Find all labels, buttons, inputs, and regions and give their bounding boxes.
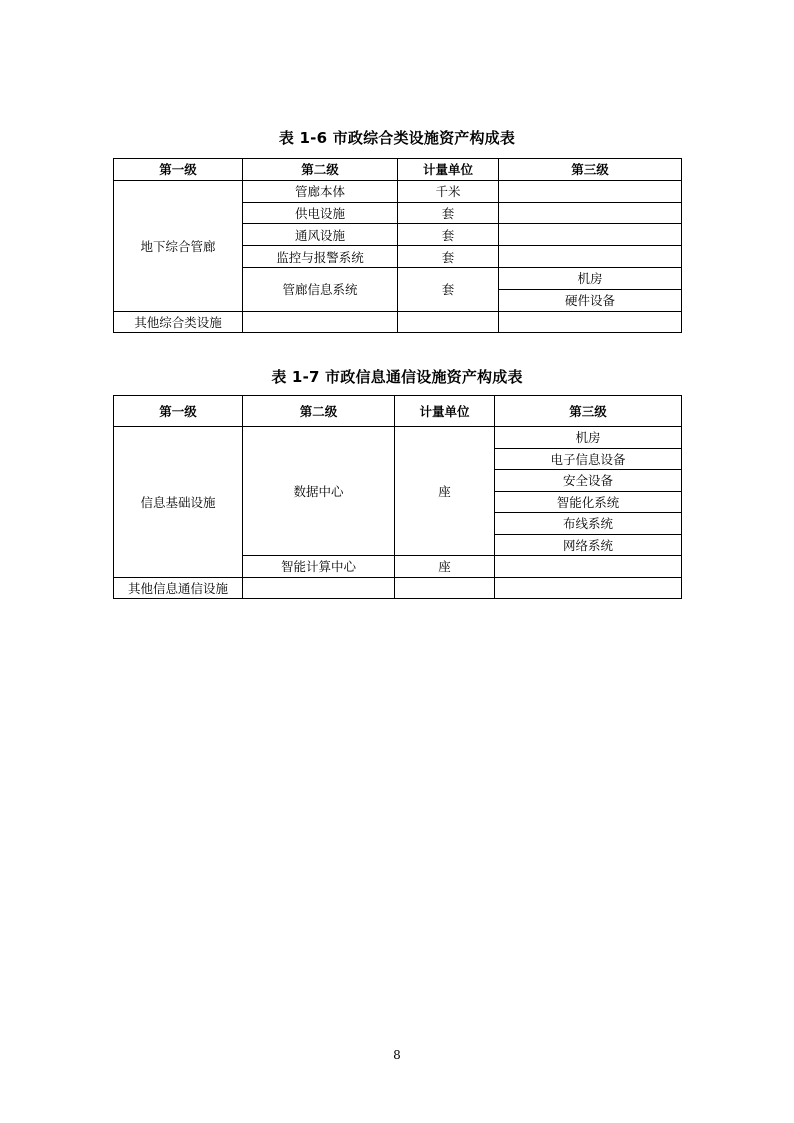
header-unit: 计量单位 xyxy=(395,396,495,427)
level3-cell: 网络系统 xyxy=(495,534,682,556)
unit-cell xyxy=(395,577,495,599)
level2-cell xyxy=(243,311,398,333)
level2-cell xyxy=(243,577,395,599)
unit-cell: 套 xyxy=(398,224,499,246)
municipal-info-comm-facilities-table xyxy=(113,395,682,599)
level3-cell xyxy=(499,202,682,224)
header-level3: 第三级 xyxy=(495,396,682,427)
page-number: 8 xyxy=(393,1048,401,1062)
table-row xyxy=(114,180,682,202)
unit-cell: 套 xyxy=(398,246,499,268)
header-level1: 第一级 xyxy=(114,396,243,427)
unit-cell: 套 xyxy=(398,202,499,224)
unit-cell: 座 xyxy=(395,427,495,556)
table-1-6-caption: 表 1-6 市政综合类设施资产构成表 xyxy=(278,129,516,147)
table-header-row xyxy=(114,396,682,427)
level3-cell xyxy=(495,577,682,599)
unit-cell: 套 xyxy=(398,267,499,311)
level3-cell: 机房 xyxy=(495,427,682,449)
level3-cell: 硬件设备 xyxy=(499,289,682,311)
header-unit: 计量单位 xyxy=(398,159,499,181)
level3-cell: 机房 xyxy=(499,267,682,289)
level2-cell: 管廊信息系统 xyxy=(243,267,398,311)
level1-cell: 地下综合管廊 xyxy=(114,180,243,311)
level3-cell: 安全设备 xyxy=(495,470,682,492)
header-level1: 第一级 xyxy=(114,159,243,181)
table-row xyxy=(114,311,682,333)
unit-cell: 座 xyxy=(395,556,495,578)
level3-cell xyxy=(499,246,682,268)
table-row xyxy=(114,577,682,599)
unit-cell xyxy=(398,311,499,333)
level2-cell: 智能计算中心 xyxy=(243,556,395,578)
header-level3: 第三级 xyxy=(499,159,682,181)
level2-cell: 数据中心 xyxy=(243,427,395,556)
level3-cell: 智能化系统 xyxy=(495,491,682,513)
municipal-integrated-facilities-table xyxy=(113,158,682,333)
level2-cell: 监控与报警系统 xyxy=(243,246,398,268)
level3-cell: 电子信息设备 xyxy=(495,448,682,470)
level1-cell: 信息基础设施 xyxy=(114,427,243,578)
level3-cell xyxy=(499,311,682,333)
table-header-row xyxy=(114,159,682,181)
level1-cell: 其他综合类设施 xyxy=(114,311,243,333)
header-level2: 第二级 xyxy=(243,396,395,427)
level2-cell: 管廊本体 xyxy=(243,180,398,202)
level3-cell xyxy=(499,180,682,202)
level3-cell: 布线系统 xyxy=(495,513,682,535)
level1-cell: 其他信息通信设施 xyxy=(114,577,243,599)
level2-cell: 供电设施 xyxy=(243,202,398,224)
table-row xyxy=(114,427,682,449)
unit-cell: 千米 xyxy=(398,180,499,202)
level2-cell: 通风设施 xyxy=(243,224,398,246)
level3-cell xyxy=(499,224,682,246)
table-1-7-caption: 表 1-7 市政信息通信设施资产构成表 xyxy=(271,368,523,386)
header-level2: 第二级 xyxy=(243,159,398,181)
level3-cell xyxy=(495,556,682,578)
